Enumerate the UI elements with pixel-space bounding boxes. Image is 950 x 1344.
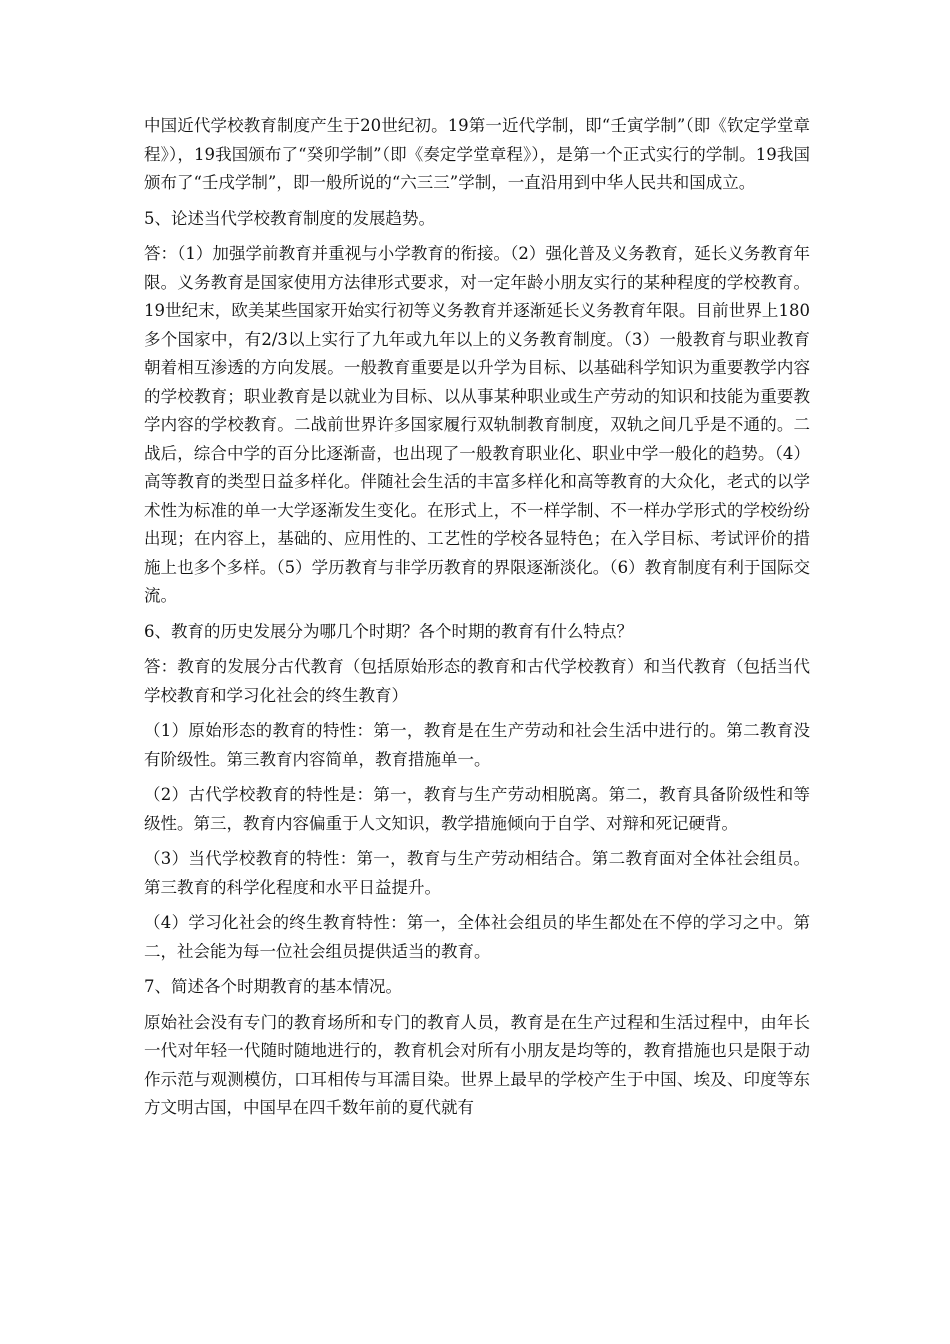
answer-6-point-2: （2）古代学校教育的特性是：第一，教育与生产劳动相脱离。第二，教育具备阶级性和等级性。第三，教育内容偏重于人文知识，教学措施倾向于自学、对辩和死记硬背。 <box>144 785 810 833</box>
answer-6-intro: 答：教育的发展分古代教育（包括原始形态的教育和古代学校教育）和当代教育（包括当代学校教育和学习化社会的终生教育） <box>144 657 810 705</box>
document-page <box>144 112 810 1130</box>
answer-6-point-1: （1）原始形态的教育的特性：第一，教育是在生产劳动和社会生活中进行的。第二教育没有阶级性。第三教育内容简单，教育措施单一。 <box>144 721 810 769</box>
question-7-heading: 7、简述各个时期教育的基本情况。 <box>144 977 402 996</box>
question-5-heading: 5、论述当代学校教育制度的发展趋势。 <box>144 208 435 228</box>
answer-6-point-4: （4）学习化社会的终生教育特性：第一，全体社会组员的毕生都处在不停的学习之中。第二，社会能为每一位社会组员提供适当的教育。 <box>144 913 810 961</box>
answer-7-paragraph: 原始社会没有专门的教育场所和专门的教育人员，教育是在生产过程和生活过程中，由年长一代对年轻一代随时随地进行的，教育机会对所有小朋友是均等的，教育措施也只是限于动作示范与观测模仿，口耳相传与耳濡目染。世界上最早的学校产生于中国、埃及、印度等东方文明古国，中国早在四千数年前的夏代就有 <box>144 1012 810 1117</box>
question-6-heading: 6、教育的历史发展分为哪几个时期？各个时期的教育有什么特点？ <box>144 621 633 641</box>
answer-6-point-3: （3）当代学校教育的特性：第一，教育与生产劳动相结合。第二教育面对全体社会组员。第三教育的科学化程度和水平日益提升。 <box>144 849 810 897</box>
paragraph-modern-school-system: 中国近代学校教育制度产生于20世纪初。19第一近代学制，即“壬寅学制”（即《钦定学堂章程》），19我国颁布了“癸卯学制”（即《奏定学堂章程》），是第一个正式实行的学制。19我国颁布了“壬戌学制”，即一般所说的“六三三”学制，一直沿用到中华人民共和国成立。 <box>144 116 810 192</box>
answer-5-paragraph: 答：（1）加强学前教育并重视与小学教育的衔接。（2）强化普及义务教育，延长义务教育年限。义务教育是国家使用方法律形式要求，对一定年龄小朋友实行的某种程度的学校教育。19世纪末，欧美某些国家开始实行初等义务教育并逐渐延长义务教育年限。目前世界上180多个国家中，有2/3以上实行了九年或九年以上的义务教育制度。（3）一般教育与职业教育朝着相互渗透的方向发展。一般教育重要是以升学为目标、以基础科学知识为重要教学内容的学校教育；职业教育是以就业为目标、以从事某种职业或生产劳动的知识和技能为重要教学内容的学校教育。二战前世界许多国家履行双轨制教育制度，双轨之间几乎是不通的。二战后，综合中学的百分比逐渐啬，也出现了一般教育职业化、职业中学一般化的趋势。（4）高等教育的类型日益多样化。伴随社会生活的丰富多样化和高等教育的大众化，老式的以学术性为标准的单一大学逐渐发生变化。在形式上，不一样学制、不一样办学形式的学校纷纷出现；在内容上，基础的、应用性的、工艺性的学校各显特色；在入学目标、考试评价的措施上也多个多样。（5）学历教育与非学历教育的界限逐渐淡化。（6）教育制度有利于国际交流。 <box>144 244 810 605</box>
